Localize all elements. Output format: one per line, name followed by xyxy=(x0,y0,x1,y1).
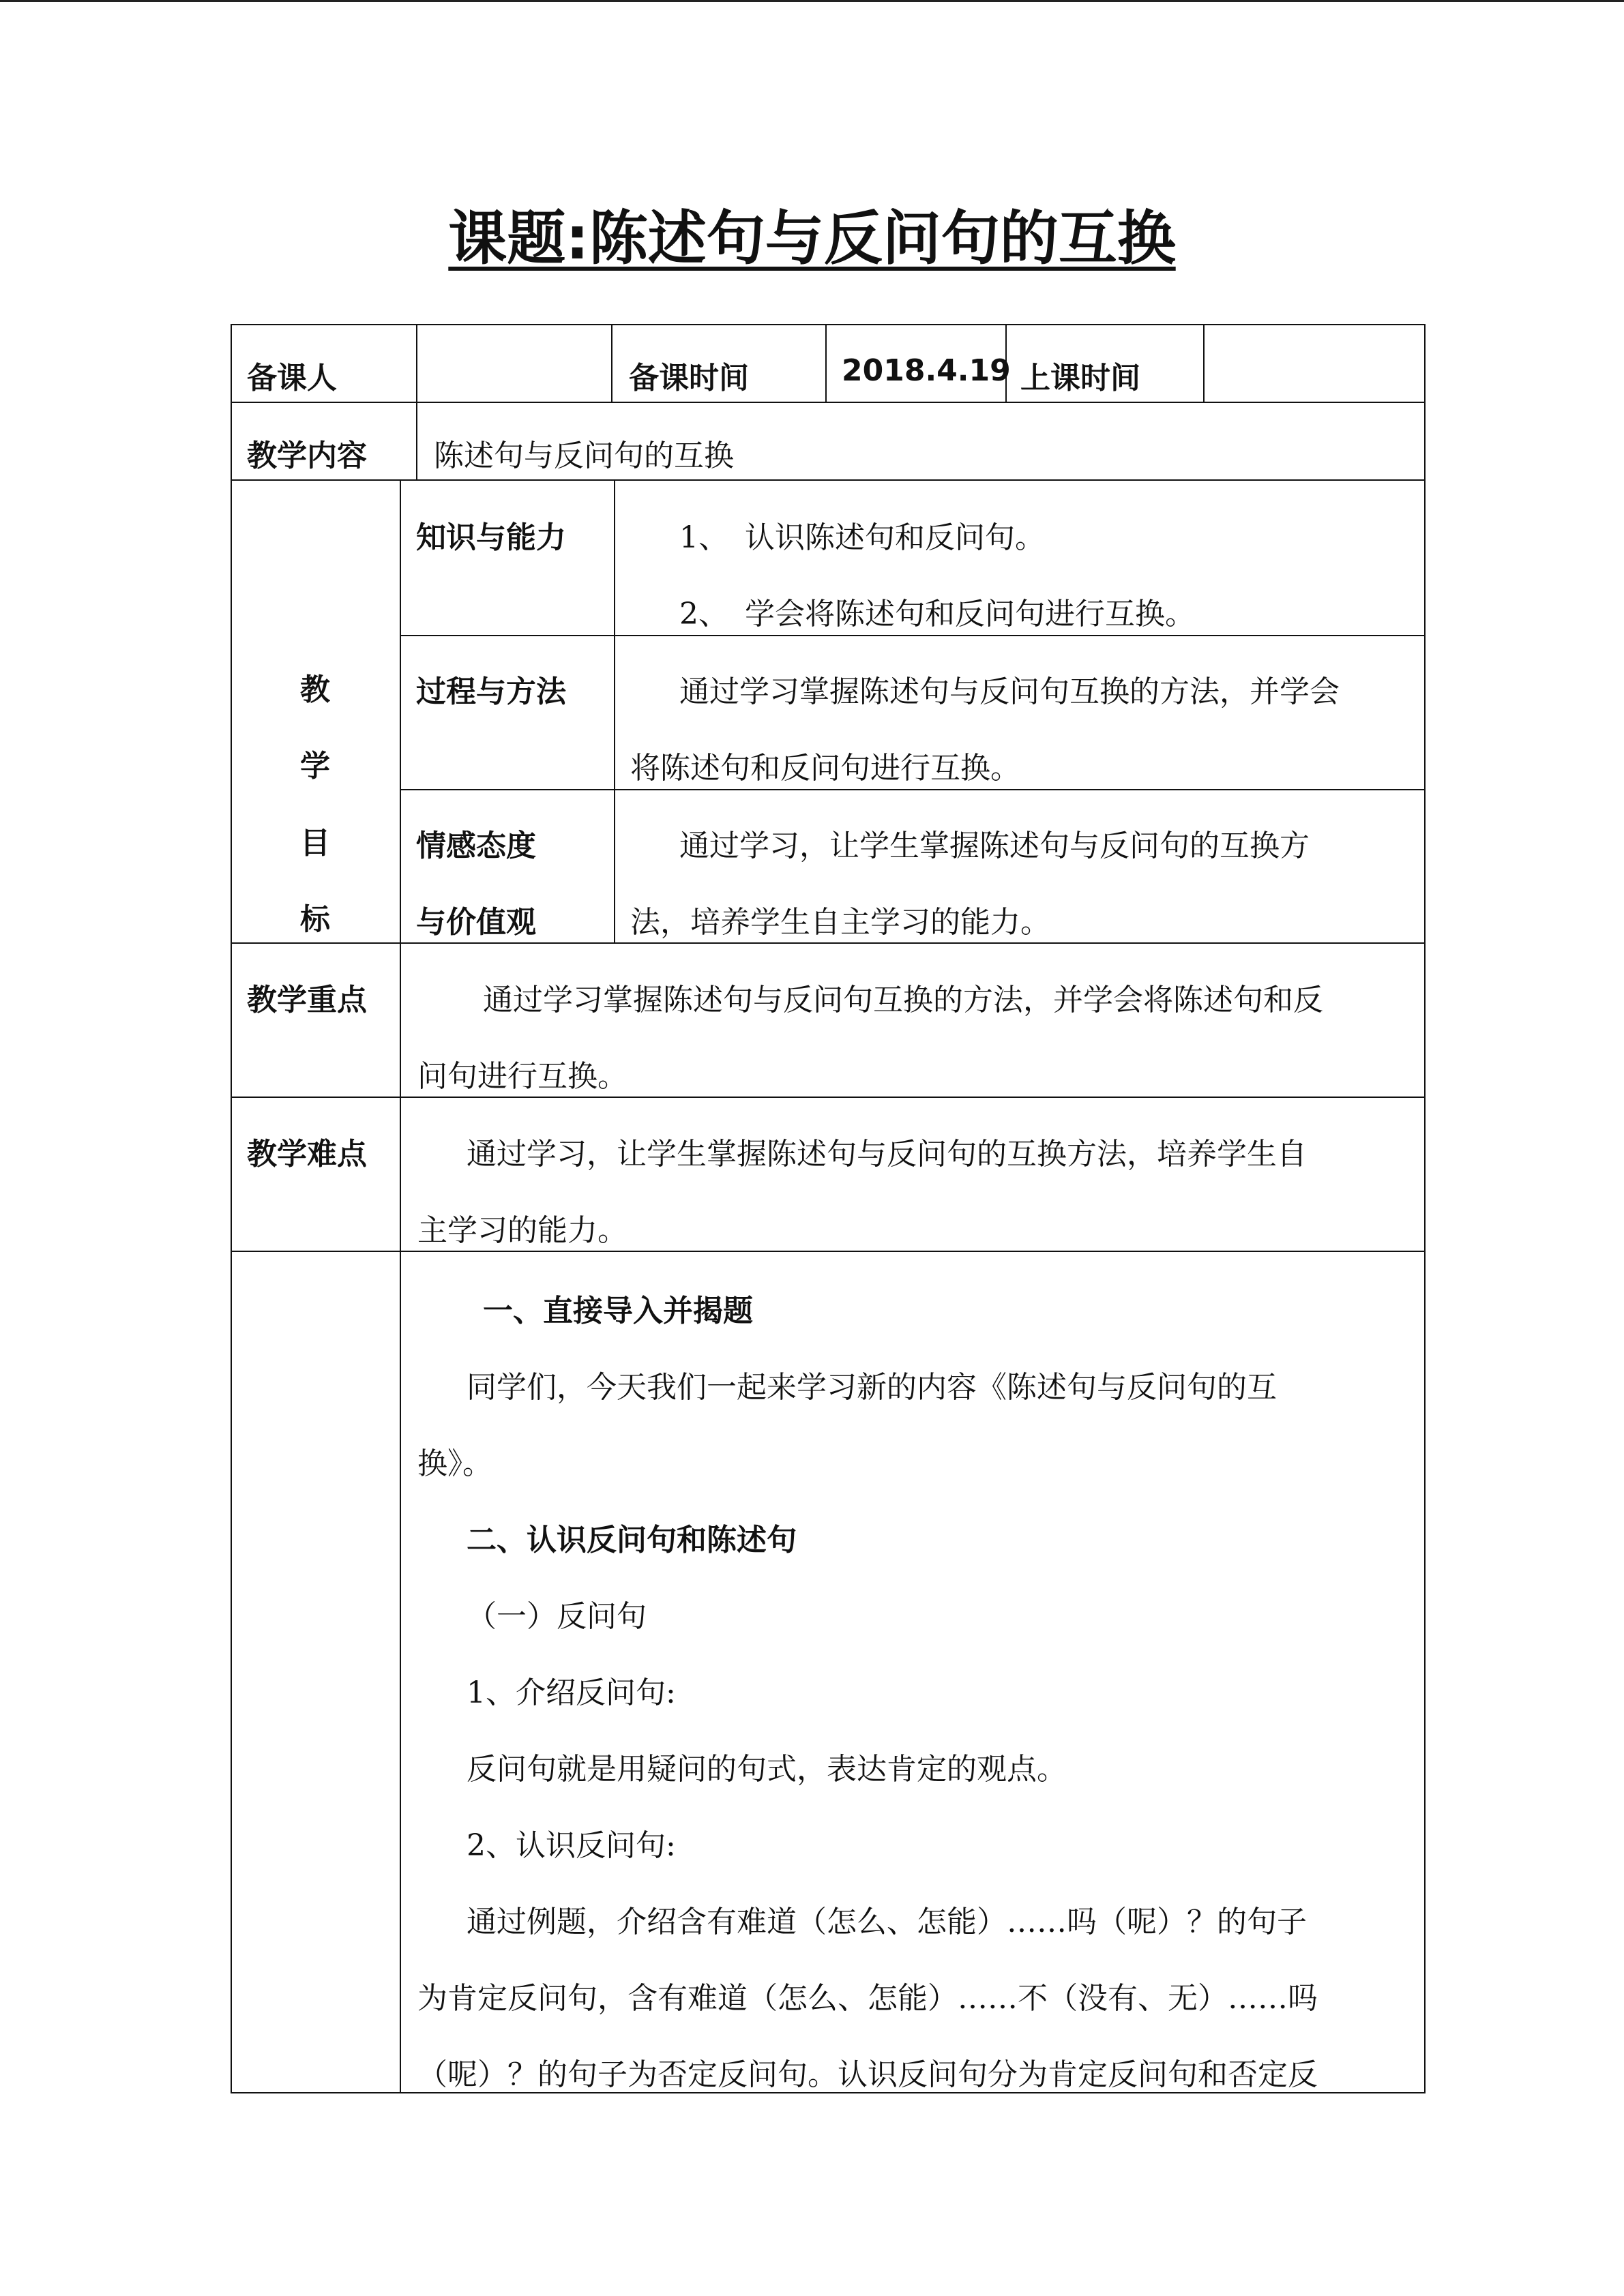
page-title-text: 课题:陈述句与反问句的互换 xyxy=(448,205,1176,273)
section-heading-1: 一、直接导入并揭题 xyxy=(483,1294,753,1328)
knowledge-item1: 认识陈述句和反问句。 xyxy=(745,520,1045,555)
content-value: 陈述句与反问句的互换 xyxy=(434,438,734,473)
cell-class-time-value xyxy=(1203,324,1426,403)
knowledge-label: 知识与能力 xyxy=(416,520,566,555)
emotion-line2: 法，培养学生自主学习的能力。 xyxy=(630,905,1050,940)
key-point-label: 教学重点 xyxy=(247,983,367,1017)
example-line1: 通过例题，介绍含有难道（怎么、怎能）……吗（呢）？的句子 xyxy=(467,1905,1307,1939)
emotion-line1: 通过学习，让学生掌握陈述句与反问句的互换方 xyxy=(679,829,1310,863)
objectives-char-4: 标 xyxy=(300,902,330,937)
key-point-line2: 问句进行互换。 xyxy=(417,1059,628,1094)
example-line3: （呢）？的句子为否定反问句。认识反问句分为肯定反问句和否定反 xyxy=(417,2057,1318,2092)
cell-process-label xyxy=(400,635,615,790)
example-line2: 为肯定反问句，含有难道（怎么、怎能）……不（没有、无）……吗 xyxy=(417,1981,1318,2016)
definition: 反问句就是用疑问的句式，表达肯定的观点。 xyxy=(467,1752,1067,1787)
objectives-char-1: 教 xyxy=(300,672,330,707)
class-time-label: 上课时间 xyxy=(1020,361,1140,396)
page-title xyxy=(0,198,1624,280)
difficulty-label: 教学难点 xyxy=(247,1137,367,1172)
objectives-char-3: 目 xyxy=(300,826,330,861)
cell-knowledge-label xyxy=(400,479,615,636)
objectives-char-2: 学 xyxy=(300,749,330,784)
cell-objectives-label xyxy=(231,479,401,944)
step-2: 2、认识反问句: xyxy=(467,1828,676,1863)
knowledge-item1-num: 1、 xyxy=(679,520,728,555)
prep-time-label: 备课时间 xyxy=(629,361,749,396)
cell-process-body-label xyxy=(231,1251,401,2093)
emotion-label-line1: 情感态度 xyxy=(416,829,536,863)
emotion-label-line2: 与价值观 xyxy=(416,905,536,940)
intro-line2: 换》。 xyxy=(417,1446,492,1481)
process-line2: 将陈述句和反问句进行互换。 xyxy=(630,751,1020,786)
difficulty-line1: 通过学习，让学生掌握陈述句与反问句的互换方法，培养学生自 xyxy=(467,1137,1307,1172)
step-1: 1、介绍反问句: xyxy=(467,1675,676,1710)
preparer-label: 备课人 xyxy=(247,361,337,396)
cell-difficulty-label xyxy=(231,1097,401,1252)
top-border-line xyxy=(0,0,1624,2)
prep-time-value: 2018.4.19 xyxy=(842,353,1011,388)
knowledge-item2-num: 2、 xyxy=(679,597,728,631)
key-point-line1: 通过学习掌握陈述句与反问句互换的方法，并学会将陈述句和反 xyxy=(483,983,1323,1017)
knowledge-item2: 学会将陈述句和反问句进行互换。 xyxy=(745,597,1195,631)
subsection-1: （一）反问句 xyxy=(467,1599,647,1634)
difficulty-line2: 主学习的能力。 xyxy=(417,1213,628,1248)
section-heading-2: 二、认识反问句和陈述句 xyxy=(467,1523,797,1557)
process-label: 过程与方法 xyxy=(416,674,566,709)
intro-line1: 同学们，今天我们一起来学习新的内容《陈述句与反问句的互 xyxy=(467,1370,1277,1405)
process-line1: 通过学习掌握陈述句与反问句互换的方法，并学会 xyxy=(679,674,1340,709)
content-label: 教学内容 xyxy=(247,438,367,473)
cell-key-point-label xyxy=(231,942,401,1098)
cell-preparer-value xyxy=(416,324,612,403)
